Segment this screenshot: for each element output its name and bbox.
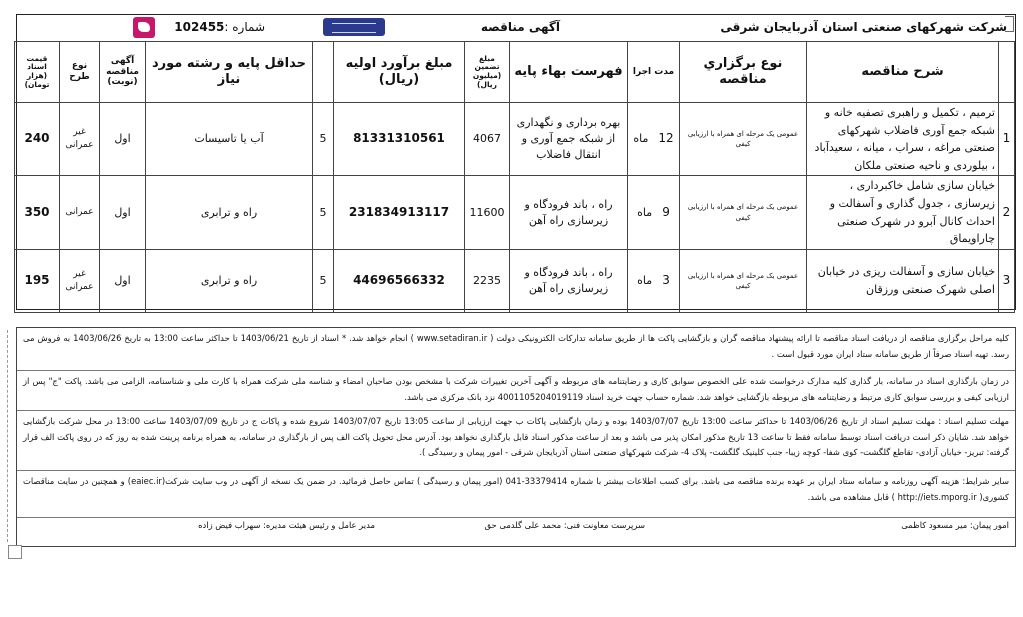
row-estimate: 231834913117 <box>334 176 465 249</box>
row-duration <box>628 249 680 312</box>
col-price-list: فهرست بهاء پایه <box>510 42 628 103</box>
duration-unit: ماه <box>637 205 653 219</box>
table-row <box>15 176 1015 249</box>
tender-table <box>14 41 1015 313</box>
col-grade <box>313 42 334 103</box>
row-doc-price: 240 <box>15 103 60 176</box>
row-guarantee: 4067 <box>465 103 510 176</box>
row-duration <box>628 103 680 176</box>
terms-paragraph-documents: کلیه مراحل برگزاری مناقصه از دریافت اسناد مناقصه تا ارائه پیشنهاد مناقصه گران و بازگشایی پاکت ها از طریق سامانه تدارکات الکترونیکی دولت ( www.setadiran.ir ) انجام خواهد شد. * اسناد از تاریخ 1403/06/21 تا حداکثر ساعت 13:00 به تاریخ 1403/06/26 به فروش می رسد. تهیه اسناد صرفاً از طریق سامانه ستاد ایران مورد قبول است . <box>17 328 1015 371</box>
row-number: 3 <box>999 249 1015 312</box>
notice-header <box>17 15 1015 42</box>
row-min-field: آب یا تاسیسات <box>146 103 313 176</box>
row-description: خیابان سازی شامل خاکبرداری ، زیرسازی ، جدول گذاری و آسفالت و احداث کانال آبرو در شهرک صنعتی چاراویماق <box>807 176 999 249</box>
row-ad-round: اول <box>100 249 146 312</box>
row-grade: 5 <box>313 249 334 312</box>
duration-value: 12 <box>658 131 674 146</box>
row-doc-price: 195 <box>15 249 60 312</box>
company-name: شرکت شهرکهای صنعتی استان آذربایجان شرقی <box>720 20 1007 34</box>
row-plan-type: عمرانی <box>60 176 100 249</box>
terms-paragraph-deadline: مهلت تسلیم اسناد : مهلت تسلیم اسناد از تاریخ 1403/06/26 تا حداکثر ساعت 13:00 تاریخ 1403/07/07 بوده و زمان بازگشایی پاکات ب جهت ارزیابی از ساعت 13:05 تاریخ 1403/07/07 شروع شده و پاکات ج در تاریخ 1403/07/09 ساعت 13:00 در محل شرکت بازگشایی خواهد شد. شایان ذکر است دریافت اسناد توسط سامانه فقط تا ساعت 13 تاریخ مذکور امکان پذیر می باشد و بعد از ساعت مذکور اسناد قابل بارگذاری نخواهد بود. آدرس محل تحویل پاکت الف پس از بارگذاری در سامانه، به همراه برنامه پرینت شده به روز که در روی پاکت الف قرار گرفته: تبریز- خیابان آزادی- تقاطع گلگشت- کوی شفا- کوچه زیبا- جنب کلینیک گلگشت- پلاک 4- شرکت شهرکهای صنعتی استان آذربایجان شرقی - امور پیمان و رسیدگی ). <box>17 411 1015 471</box>
col-min-field: حداقل پایه و رشته مورد نیاز <box>146 42 313 103</box>
col-plan-type: نوع طرح <box>60 42 100 103</box>
notice-number: شماره :102455 <box>174 20 265 34</box>
col-tender-type: نوع برگزاري مناقصه <box>680 42 807 103</box>
row-ad-round: اول <box>100 176 146 249</box>
col-guarantee: مبلغ تضمین (میلیون ریال) <box>465 42 510 103</box>
signatures-row <box>17 518 1015 546</box>
row-price-list: بهره برداری و نگهداری از شبکه جمع آوری و انتقال فاضلاب <box>510 103 628 176</box>
signature-contracts: امور پیمان: میر مسعود کاظمی <box>901 520 1009 530</box>
row-tender-type: عمومی یک مرحله ای همراه با ارزیابی کیفی <box>680 249 807 312</box>
company-logo-icon <box>323 18 385 36</box>
row-tender-type: عمومی یک مرحله ای همراه با ارزیابی کیفی <box>680 176 807 249</box>
row-description: خیابان سازی و آسفالت ریزی در خیابان اصلی شهرک صنعتی ورزقان <box>807 249 999 312</box>
notice-title: آگهی مناقصه <box>480 20 560 34</box>
table-row <box>15 103 1015 176</box>
margin-guide <box>7 330 16 542</box>
col-doc-price: قیمت اسناد (هزار تومان) <box>15 42 60 103</box>
row-description: ترمیم ، تکمیل و راهبری تصفیه خانه و شبکه جمع آوری فاضلاب شهرکهای صنعتی مراغه ، سراب ، میانه ، سعیدآباد ، بیلوردی و ناحیه صنعتی ملکان <box>807 103 999 176</box>
row-tender-type: عمومی یک مرحله ای همراه با ارزیابی کیفی <box>680 103 807 176</box>
row-price-list: راه ، باند فرودگاه و زیرسازی راه آهن <box>510 249 628 312</box>
province-emblem-icon <box>133 17 155 38</box>
row-price-list: راه ، باند فرودگاه و زیرسازی راه آهن <box>510 176 628 249</box>
row-number: 1 <box>999 103 1015 176</box>
col-description: شرح مناقصه <box>807 42 999 103</box>
col-estimate: مبلغ برآورد اولیه (ریال) <box>334 42 465 103</box>
row-number: 2 <box>999 176 1015 249</box>
row-plan-type: غیر عمرانی <box>60 249 100 312</box>
row-grade: 5 <box>313 176 334 249</box>
signature-technical: سرپرست معاونت فنی: محمد علی گلدمی حق <box>484 520 645 530</box>
table-header-row <box>15 42 1015 103</box>
tender-notice-table-frame <box>16 14 1016 310</box>
duration-value: 9 <box>662 204 670 219</box>
col-ad-round: آگهی مناقصه (نوبت) <box>100 42 146 103</box>
row-ad-round: اول <box>100 103 146 176</box>
row-estimate: 81331310561 <box>334 103 465 176</box>
row-doc-price: 350 <box>15 176 60 249</box>
terms-paragraph-upload: در زمان بارگذاری اسناد در سامانه، بار گذاری کلیه مدارک درخواست شده علی الخصوص سوابق کاری و رضایتنامه های مربوطه و آگهی آخرین تغییرات شرکت با مشخص بودن صاحبان امضاء و شناسه ملی شرکت همراه با کارت ملی و شناسنامه، الزامی می باشد. پاکت "ج" پس از ارزیابی کیفی و بررسی سوابق کاری مرتبط و رضایتنامه های مربوطه بازگشایی خواهد شد. شماره حساب جهت خرید اسناد 4001105204019119 نزد بانک مرکزی می باشد. <box>17 371 1015 411</box>
row-grade: 5 <box>313 103 334 176</box>
row-duration <box>628 176 680 249</box>
table-row <box>15 249 1015 312</box>
signature-ceo: مدیر عامل و رئیس هیئت مدیره: سهراب فیض زاده <box>198 520 375 530</box>
row-min-field: راه و ترابری <box>146 249 313 312</box>
row-estimate: 44696566332 <box>334 249 465 312</box>
duration-unit: ماه <box>633 132 649 146</box>
notice-terms <box>16 327 1016 547</box>
tender-table-body <box>15 103 1015 313</box>
frame-corner-mark <box>1005 16 1014 32</box>
duration-unit: ماه <box>637 274 653 288</box>
terms-paragraph-other: سایر شرایط: هزینه آگهی روزنامه و سامانه ستاد ایران بر عهده برنده مناقصه می باشد. برای کسب اطلاعات بیشتر با شماره 33379414-041 (امور پیمان و رسیدگی ) تماس حاصل فرمائید. در ضمن یک نسخه از آگهی در وب سایت شرکت(eaiec.ir) و همچنین در سایت مناقصات کشوری( http://iets.mporg.ir ) قابل مشاهده می باشد. <box>17 471 1015 518</box>
duration-value: 3 <box>662 273 670 288</box>
col-duration: مدت اجرا <box>628 42 680 103</box>
col-row-no <box>999 42 1015 103</box>
row-plan-type: غیر عمرانی <box>60 103 100 176</box>
row-min-field: راه و ترابری <box>146 176 313 249</box>
row-guarantee: 2235 <box>465 249 510 312</box>
selection-checkbox[interactable] <box>8 545 22 559</box>
row-guarantee: 11600 <box>465 176 510 249</box>
